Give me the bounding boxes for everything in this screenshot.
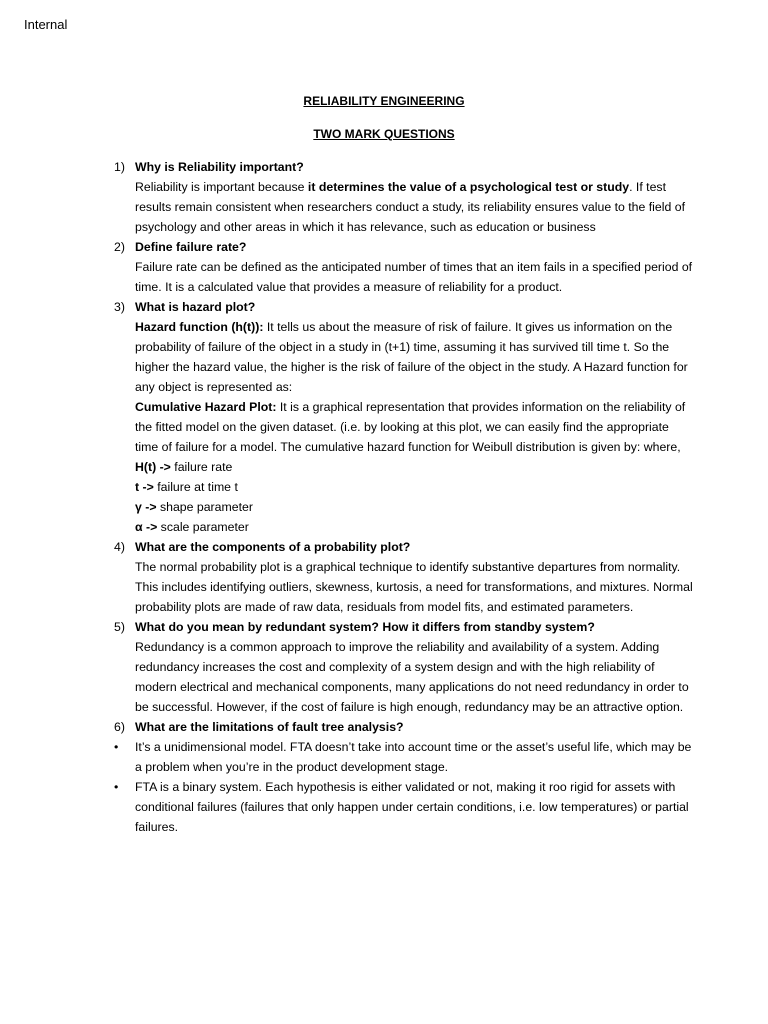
- question-number: 1): [114, 160, 125, 174]
- question-text: What are the components of a probability plot?: [135, 540, 411, 554]
- bullet-text: FTA is a binary system. Each hypothesis is either validated or not, making it roo rigid for assets with conditional failures (failures that only happen under certain conditions, i.e. low temperatures) or partial failures.: [135, 780, 689, 834]
- bullet-item: [114, 777, 694, 837]
- term-label: Hazard function (h(t)):: [135, 320, 264, 334]
- question-2: [114, 237, 694, 257]
- bullet-item: [114, 737, 694, 777]
- question-text: Why is Reliability important?: [135, 160, 304, 174]
- document-subtitle: TWO MARK QUESTIONS: [313, 127, 455, 141]
- answer-text: It is a graphical representation that provides information on the reliability of the fitted model on the given dataset. (i.e. by looking at this plot, we can easily find the appropriate time of failure for a model. The cumulative hazard function for Weibull distribution is given by: where,: [135, 400, 686, 454]
- page-header: Internal: [24, 17, 68, 32]
- answer-3-cumulative-hazard: [114, 397, 694, 457]
- definition-symbol: H(t) ->: [135, 460, 171, 474]
- definition-symbol: α ->: [135, 520, 158, 534]
- question-4: [114, 537, 694, 557]
- answer-4: The normal probability plot is a graphical technique to identify substantive departures from normality. This includes identifying outliers, skewness, kurtosis, a need for transformations, and mixtures. Normal probability plots are made of raw data, residuals from model fits, and estimated parameters.: [135, 560, 693, 614]
- question-1: [114, 157, 694, 177]
- question-3: [114, 297, 694, 317]
- document-title: RELIABILITY ENGINEERING: [303, 94, 465, 108]
- question-text: What do you mean by redundant system? How it differs from standby system?: [135, 620, 595, 634]
- answer-2: Failure rate can be defined as the anticipated number of times that an item fails in a specified period of time. It is a calculated value that provides a measure of reliability for a product.: [135, 260, 693, 294]
- bullet-icon: •: [114, 740, 119, 754]
- question-list: [114, 157, 694, 837]
- answer-5: Redundancy is a common approach to improve the reliability and availability of a system. Adding redundancy increases the cost and complexity of a system design and with the high reliability of modern electrical and mechanical components, many applications do not need redundancy in order to be successful. However, if the cost of failure is high enough, redundancy may be an attractive option.: [135, 640, 689, 714]
- definition-item: [114, 477, 694, 497]
- question-number: 5): [114, 620, 125, 634]
- definition-text: scale parameter: [157, 520, 249, 534]
- definition-symbol: t ->: [135, 480, 154, 494]
- question-number: 6): [114, 720, 125, 734]
- answer-text: It tells us about the measure of risk of failure. It gives us information on the probability of failure of the object in a study in (t+1) time, assuming it has survived till time t. So the higher the hazard value, the higher is the risk of failure of the object in the study. A Hazard function for any object is represented as:: [135, 320, 688, 394]
- definition-text: shape parameter: [156, 500, 253, 514]
- definition-text: failure at time t: [153, 480, 238, 494]
- definition-item: [114, 497, 694, 517]
- question-number: 4): [114, 540, 125, 554]
- question-6: [114, 717, 694, 737]
- bullet-icon: •: [114, 780, 119, 794]
- definition-text: failure rate: [170, 460, 233, 474]
- question-number: 2): [114, 240, 125, 254]
- question-5: [114, 617, 694, 637]
- answer-bold-text: it determines the value of a psychological test or study: [307, 180, 630, 194]
- definition-item: [114, 517, 694, 537]
- question-text: What is hazard plot?: [135, 300, 256, 314]
- answer-text: . If test results remain consistent when researchers conduct a study, its reliability ensures value to the field of psychology and other areas in which it has relevance, such as education or business: [135, 180, 685, 234]
- term-label: Cumulative Hazard Plot:: [135, 400, 277, 414]
- answer-3-hazard-function: [114, 317, 694, 397]
- answer-1: [114, 177, 694, 237]
- definition-symbol: γ ->: [135, 500, 157, 514]
- question-text: Define failure rate?: [135, 240, 247, 254]
- definition-item: [114, 457, 694, 477]
- question-text: What are the limitations of fault tree analysis?: [135, 720, 404, 734]
- question-number: 3): [114, 300, 125, 314]
- bullet-text: It’s a unidimensional model. FTA doesn’t take into account time or the asset’s useful life, which may be a problem when you’re in the product development stage.: [135, 740, 692, 774]
- answer-text: Reliability is important because: [135, 180, 308, 194]
